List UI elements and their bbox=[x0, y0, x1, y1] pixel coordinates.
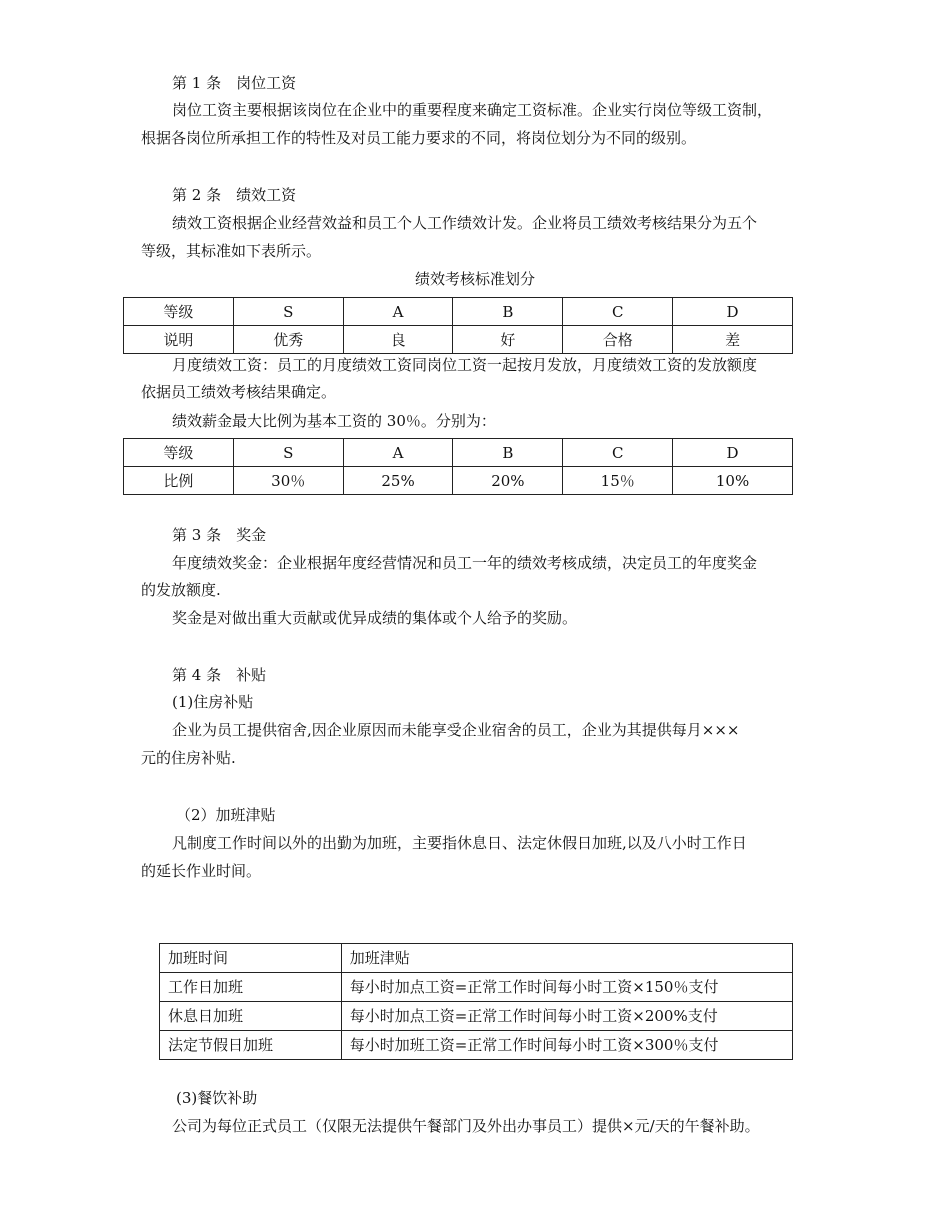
article-2-title: 第 2 条 绩效工资 bbox=[172, 186, 297, 204]
table-cell: A bbox=[343, 439, 453, 467]
table-cell: S bbox=[233, 298, 343, 326]
table-row bbox=[160, 1002, 793, 1031]
table-cell: C bbox=[563, 439, 673, 467]
table-cell: 10% bbox=[673, 467, 793, 495]
housing-subtitle: (1)住房补贴 bbox=[172, 693, 254, 711]
overtime-table bbox=[159, 943, 793, 1060]
table-row bbox=[124, 439, 793, 467]
monthly-paragraph-line: 依据员工绩效考核结果确定。 bbox=[141, 383, 337, 401]
meal-subtitle: (3)餐饮补助 bbox=[176, 1089, 258, 1107]
table-cell: 工作日加班 bbox=[160, 973, 342, 1002]
article-1-title: 第 1 条 岗位工资 bbox=[172, 74, 297, 92]
table-cell: 25% bbox=[343, 467, 453, 495]
ratio-table bbox=[123, 438, 793, 495]
table-cell: 比例 bbox=[124, 467, 234, 495]
table-cell: 好 bbox=[453, 326, 563, 354]
table-cell: 20% bbox=[453, 467, 563, 495]
housing-paragraph-line: 企业为员工提供宿舍,因企业原因而未能享受企业宿舍的员工，企业为其提供每月××× bbox=[172, 721, 740, 739]
table-cell: B bbox=[453, 298, 563, 326]
table-cell: B bbox=[453, 439, 563, 467]
table-cell: 30％ bbox=[233, 467, 343, 495]
article-1-paragraph-line: 根据各岗位所承担工作的特性及对员工能力要求的不同，将岗位划分为不同的级别。 bbox=[141, 129, 697, 147]
table-cell: D bbox=[673, 298, 793, 326]
article-2-paragraph-line: 等级，其标准如下表所示。 bbox=[141, 242, 322, 260]
table-row bbox=[160, 944, 793, 973]
table-cell: A bbox=[343, 298, 453, 326]
table-cell: 差 bbox=[673, 326, 793, 354]
monthly-paragraph-line: 月度绩效工资：员工的月度绩效工资同岗位工资一起按月发放，月度绩效工资的发放额度 bbox=[172, 356, 758, 374]
table-cell: 优秀 bbox=[233, 326, 343, 354]
overtime-subtitle: （2）加班津贴 bbox=[176, 806, 276, 824]
table-cell: 休息日加班 bbox=[160, 1002, 342, 1031]
ratio-intro: 绩效薪金最大比例为基本工资的 30％。分别为： bbox=[172, 412, 496, 430]
grade-table-caption: 绩效考核标准划分 bbox=[414, 270, 535, 288]
article-1-paragraph-line: 岗位工资主要根据该岗位在企业中的重要程度来确定工资标准。企业实行岗位等级工资制， bbox=[172, 101, 773, 119]
table-cell: 合格 bbox=[563, 326, 673, 354]
article-3-paragraph-line: 奖金是对做出重大贡献或优异成绩的集体或个人给予的奖励。 bbox=[172, 609, 578, 627]
table-cell: 每小时加点工资=正常工作时间每小时工资×200%支付 bbox=[341, 1002, 792, 1031]
table-cell: 加班时间 bbox=[160, 944, 342, 973]
article-3-paragraph-line: 的发放额度. bbox=[141, 581, 221, 599]
table-cell: 法定节假日加班 bbox=[160, 1031, 342, 1060]
table-cell: 加班津贴 bbox=[341, 944, 792, 973]
table-cell: 每小时加点工资=正常工作时间每小时工资×150％支付 bbox=[341, 973, 792, 1002]
table-row bbox=[160, 1031, 793, 1060]
table-cell: 等级 bbox=[124, 439, 234, 467]
table-cell: 等级 bbox=[124, 298, 234, 326]
article-4-title: 第 4 条 补贴 bbox=[172, 666, 267, 684]
table-row bbox=[124, 298, 793, 326]
table-row bbox=[124, 467, 793, 495]
housing-paragraph-line: 元的住房补贴. bbox=[141, 749, 236, 767]
table-cell: 说明 bbox=[124, 326, 234, 354]
article-3-paragraph-line: 年度绩效奖金：企业根据年度经营情况和员工一年的绩效考核成绩，决定员工的年度奖金 bbox=[172, 554, 758, 572]
table-row bbox=[160, 973, 793, 1002]
table-cell: S bbox=[233, 439, 343, 467]
meal-paragraph-line: 公司为每位正式员工（仅限无法提供午餐部门及外出办事员工）提供×元/天的午餐补助。 bbox=[172, 1117, 760, 1135]
article-3-title: 第 3 条 奖金 bbox=[172, 526, 267, 544]
article-2-paragraph-line: 绩效工资根据企业经营效益和员工个人工作绩效计发。企业将员工绩效考核结果分为五个 bbox=[172, 214, 758, 232]
table-cell: 良 bbox=[343, 326, 453, 354]
overtime-paragraph-line: 凡制度工作时间以外的出勤为加班，主要指休息日、法定休假日加班,以及八小时工作日 bbox=[172, 834, 747, 852]
table-cell: C bbox=[563, 298, 673, 326]
table-cell: 每小时加班工资=正常工作时间每小时工资×300％支付 bbox=[341, 1031, 792, 1060]
table-cell: D bbox=[673, 439, 793, 467]
table-row bbox=[124, 326, 793, 354]
overtime-paragraph-line: 的延长作业时间。 bbox=[141, 862, 262, 880]
grade-table bbox=[123, 297, 793, 354]
table-cell: 15％ bbox=[563, 467, 673, 495]
